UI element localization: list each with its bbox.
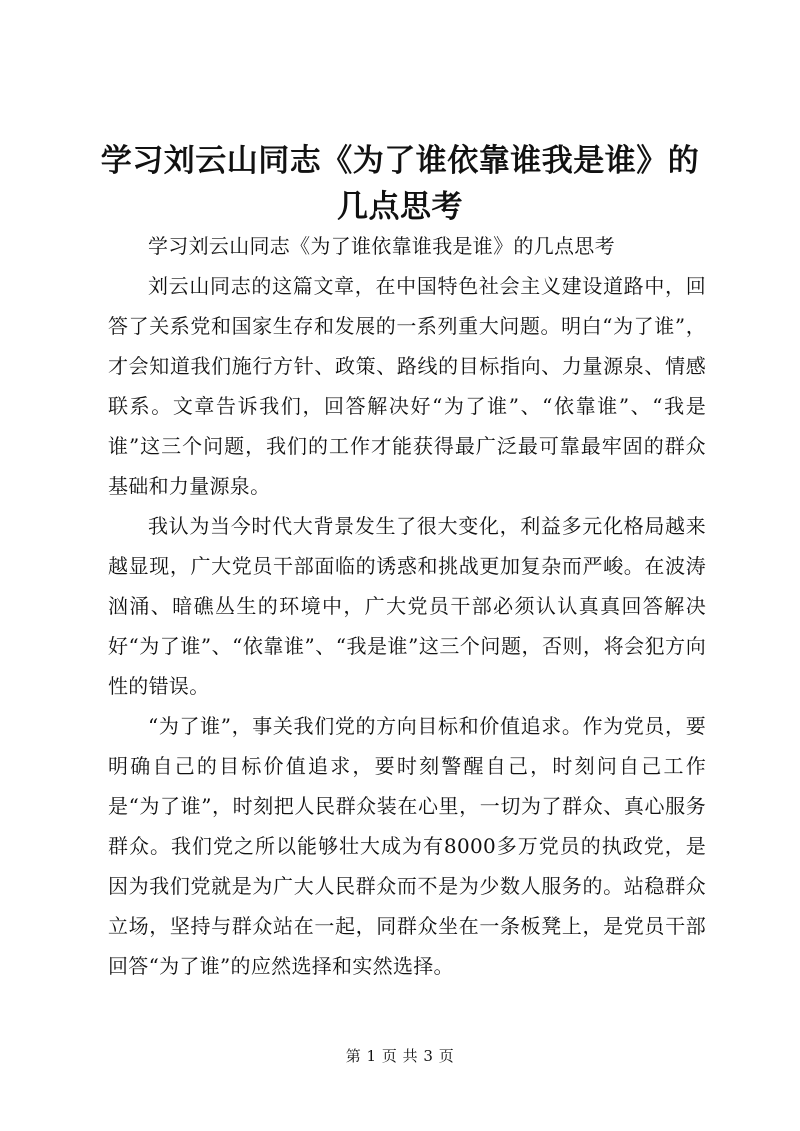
subtitle-paragraph: 学习刘云山同志《为了谁依靠谁我是谁》的几点思考 <box>148 234 615 258</box>
body-paragraph: “为了谁”，事关我们党的方向目标和价值追求。作为党员，要明确自己的目标价值追求，要时刻警醒自己，时刻问自己工作是“为了谁”，时刻把人民群众装在心里，一切为了群众、真心服务群众。我们党之所以能够壮大成为有8000多万党员的执政党，是因为我们党就是为广大人民群众而不是为少数人服务的。站稳群众立场，坚持与群众站在一起，同群众坐在一条板凳上，是党员干部回答“为了谁”的应然选择和实然选择。 <box>108 714 706 978</box>
page-footer: 第 1 页 共 3 页 <box>345 1047 455 1065</box>
document-body <box>108 226 706 986</box>
body-paragraph: 刘云山同志的这篇文章，在中国特色社会主义建设道路中，回答了关系党和国家生存和发展的一系列重大问题。明白“为了谁”，才会知道我们施行方针、政策、路线的目标指向、力量源泉、情感联系。文章告诉我们，回答解决好“为了谁”、“依靠谁”、“我是谁”这三个问题，我们的工作才能获得最广泛最可靠最牢固的群众基础和力量源泉。 <box>108 274 706 498</box>
document-title: 学习刘云山同志《为了谁依靠谁我是谁》的几点思考 <box>100 143 700 225</box>
body-paragraph: 我认为当今时代大背景发生了很大变化，利益多元化格局越来越显现，广大党员干部面临的诱惑和挑战更加复杂而严峻。在波涛汹涌、暗礁丛生的环境中，广大党员干部必须认认真真回答解决好“为了谁”、“依靠谁”、“我是谁”这三个问题，否则，将会犯方向性的错误。 <box>108 514 706 698</box>
